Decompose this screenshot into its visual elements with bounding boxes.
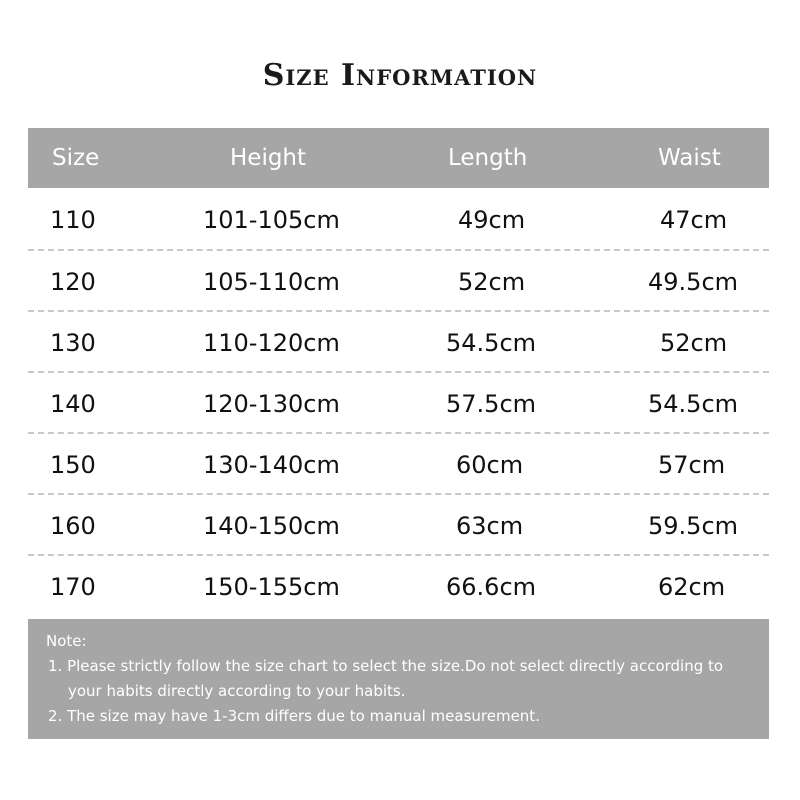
cell-length: 57.5cm <box>446 389 537 418</box>
cell-height: 105-110cm <box>203 267 340 296</box>
cell-height: 110-120cm <box>203 328 340 357</box>
header-waist: Waist <box>658 145 721 171</box>
cell-length: 66.6cm <box>446 572 537 601</box>
note-box <box>28 619 769 739</box>
header-length: Length <box>448 145 528 171</box>
cell-waist: 59.5cm <box>648 511 739 540</box>
cell-height: 130-140cm <box>203 450 340 479</box>
cell-size: 130 <box>50 328 96 357</box>
cell-waist: 57cm <box>658 450 726 479</box>
cell-size: 160 <box>50 511 96 540</box>
size-table <box>28 128 769 617</box>
table-row <box>28 495 769 556</box>
cell-size: 140 <box>50 389 96 418</box>
table-row <box>28 188 769 251</box>
cell-length: 49cm <box>458 205 526 234</box>
cell-size: 170 <box>50 572 96 601</box>
cell-length: 60cm <box>456 450 524 479</box>
cell-length: 63cm <box>456 511 524 540</box>
table-row <box>28 312 769 373</box>
table-row <box>28 373 769 434</box>
cell-height: 140-150cm <box>203 511 340 540</box>
page-title: Size Information <box>262 58 538 93</box>
table-row <box>28 434 769 495</box>
note-title: Note: <box>46 632 87 650</box>
table-header <box>28 128 769 188</box>
cell-waist: 47cm <box>660 205 728 234</box>
cell-length: 54.5cm <box>446 328 537 357</box>
cell-height: 101-105cm <box>203 205 340 234</box>
table-row <box>28 251 769 312</box>
cell-waist: 49.5cm <box>648 267 739 296</box>
note-line-2: 2. The size may have 1-3cm differs due to manual measurement. <box>48 707 540 725</box>
cell-waist: 54.5cm <box>648 389 739 418</box>
note-line-1: 1. Please strictly follow the size chart to select the size.Do not select directly according to <box>48 657 724 675</box>
header-height: Height <box>230 145 307 171</box>
header-size: Size <box>52 145 100 171</box>
cell-height: 120-130cm <box>203 389 340 418</box>
cell-length: 52cm <box>458 267 526 296</box>
cell-height: 150-155cm <box>203 572 340 601</box>
cell-waist: 62cm <box>658 572 726 601</box>
table-row <box>28 556 769 617</box>
cell-size: 120 <box>50 267 96 296</box>
cell-size: 150 <box>50 450 96 479</box>
cell-size: 110 <box>50 205 96 234</box>
cell-waist: 52cm <box>660 328 728 357</box>
note-line-1-continued: your habits directly according to your habits. <box>68 682 406 700</box>
